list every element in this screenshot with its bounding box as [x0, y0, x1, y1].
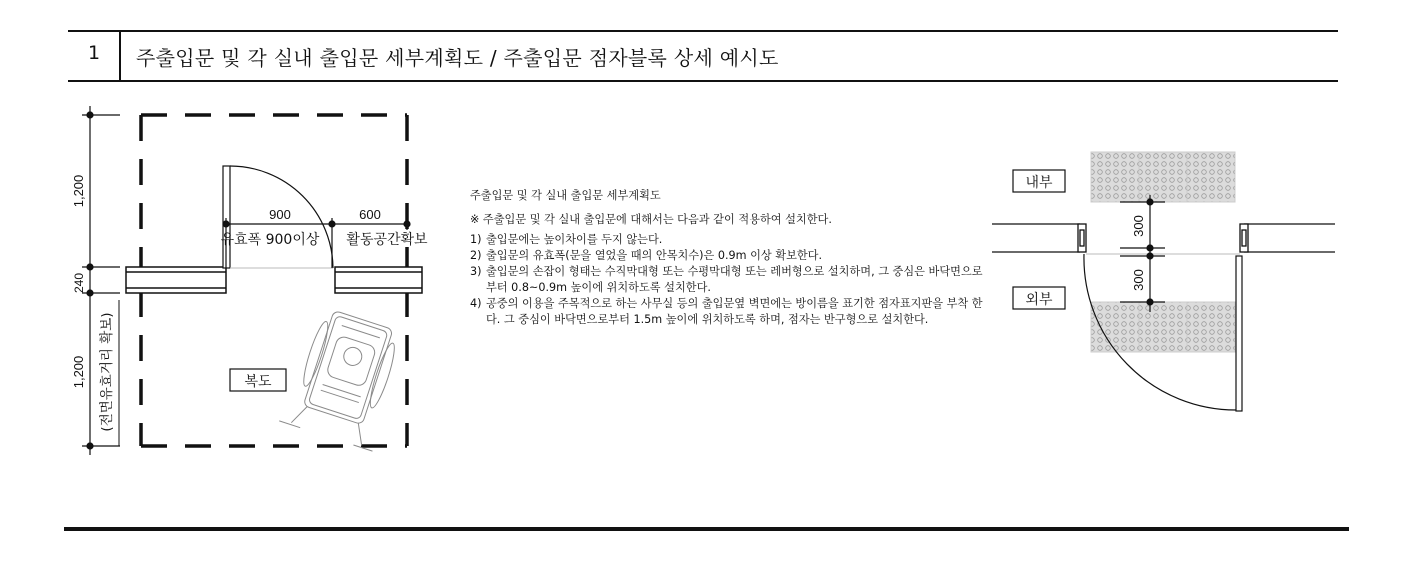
- dim-label-1200-top: 1,200: [71, 174, 86, 208]
- notes-item-number: 2): [470, 249, 482, 262]
- dim-label-1200-bottom: 1,200: [71, 355, 86, 389]
- tactile-blocks-bottom: [1091, 302, 1235, 352]
- notes-list: [470, 232, 990, 328]
- tactile-blocks-top: [1091, 152, 1235, 202]
- dim-label-300-lower: 300: [1131, 269, 1146, 291]
- left-door-plan: [82, 106, 422, 455]
- notes-item: [470, 248, 990, 264]
- corridor-label: 복도: [244, 374, 272, 390]
- notes-block: [470, 188, 990, 328]
- notes-item-text: 출입문의 유효폭(문을 열었을 때의 안목치수)은 0.9m 이상 확보한다.: [486, 249, 823, 262]
- notes-item: [470, 296, 990, 328]
- notes-item-number: 4): [470, 297, 482, 310]
- notes-heading: 주출입문 및 각 실내 출입문 세부계획도: [470, 189, 661, 202]
- wheelchair-icon: [279, 305, 410, 451]
- notes-item-text: 출입문의 손잡이 형태는 수직막대형 또는 수평막대형 또는 레버형으로 설치하며, 그 중심은 바닥면으로부터 0.8~0.9m 높이에 위치하도록 설치한다.: [486, 265, 983, 294]
- page-title: 주출입문 및 각 실내 출입문 세부계획도 / 주출입문 점자블록 상세 예시도: [136, 46, 779, 70]
- notes-item-text: 공중의 이용을 주목적으로 하는 사무실 등의 출입문옆 벽면에는 방이름을 표기한 점자표지판을 부착 한다. 그 중심이 바닥면으로부터 1.5m 높이에 위치하도록 하며, 점자는 반구형으로 설치한다.: [486, 297, 983, 326]
- notes-item-number: 1): [470, 233, 482, 246]
- bottom-rule: [64, 527, 1349, 531]
- wall-right: [335, 267, 422, 293]
- notes-item: [470, 232, 990, 248]
- wall-left: [126, 267, 226, 293]
- section-number: 1: [88, 42, 101, 64]
- effective-width-label: 유효폭 900이상: [220, 232, 320, 248]
- dim-label-900: 900: [269, 207, 291, 222]
- door-leaf-right: [1236, 256, 1242, 411]
- dim-label-240: 240: [72, 272, 86, 294]
- dim-label-300-upper: 300: [1131, 215, 1146, 237]
- notes-item: [470, 264, 990, 296]
- notes-preface: ※ 주출입문 및 각 실내 출입문에 대해서는 다음과 같이 적용하여 설치한다.: [470, 213, 832, 226]
- inside-label: 내부: [1025, 175, 1053, 191]
- dim-label-600: 600: [359, 207, 381, 222]
- notes-item-number: 3): [470, 265, 482, 278]
- notes-item-text: 출입문에는 높이차이를 두지 않는다.: [486, 233, 663, 246]
- activity-space-label: 활동공간확보: [346, 232, 428, 248]
- outside-label: 외부: [1025, 292, 1053, 308]
- front-distance-label: (전면유효거리 확보): [99, 312, 115, 432]
